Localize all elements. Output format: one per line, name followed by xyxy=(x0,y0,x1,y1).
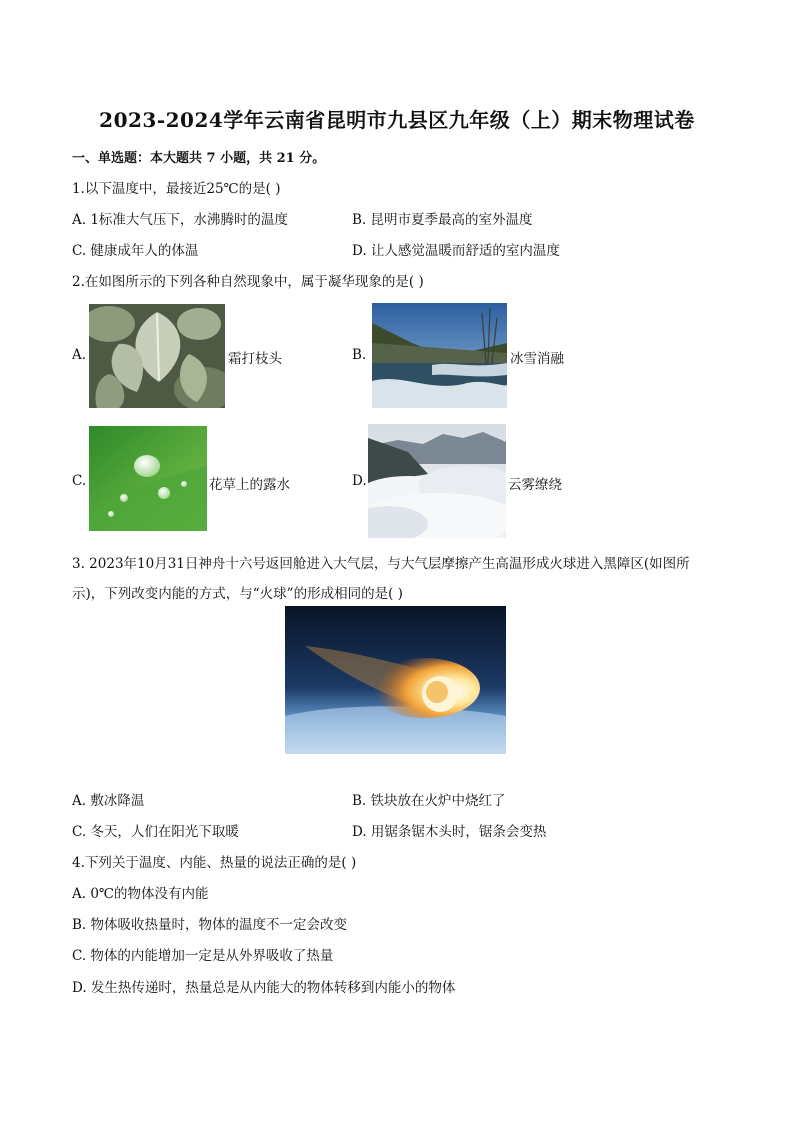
question-4-option-b: B. 物体吸收热量时，物体的温度不一定会改变 xyxy=(72,917,348,933)
section-heading: 一、单选题：本大题共 7 小题，共 21 分。 xyxy=(72,151,326,166)
question-1-option-b: B. 昆明市夏季最高的室外温度 xyxy=(352,212,533,228)
question-2-option-c-caption: 花草上的露水 xyxy=(209,477,290,493)
question-3-option-a: A. 敷冰降温 xyxy=(72,793,145,809)
question-4-stem: 4.下列关于温度、内能、热量的说法正确的是( ) xyxy=(72,855,357,871)
question-3-stem-line-2: 示)，下列改变内能的方式，与“火球”的形成相同的是( ) xyxy=(72,586,403,602)
question-3-option-c: C. 冬天，人们在阳光下取暖 xyxy=(72,824,239,840)
question-2-option-a-letter: A. xyxy=(72,347,87,363)
question-2-option-d-letter: D. xyxy=(352,473,367,489)
question-4-option-a: A. 0℃的物体没有内能 xyxy=(72,886,209,902)
cloud-mountains-image xyxy=(368,424,506,538)
reentry-fireball-image xyxy=(285,606,506,754)
question-3-option-b: B. 铁块放在火炉中烧红了 xyxy=(352,793,506,809)
frost-leaves-image xyxy=(89,304,225,408)
question-4-option-c: C. 物体的内能增加一定是从外界吸收了热量 xyxy=(72,948,334,964)
question-3-option-d: D. 用锯条锯木头时，锯条会变热 xyxy=(352,824,547,840)
question-2-option-b-letter: B. xyxy=(352,347,367,363)
question-1-option-c: C. 健康成年人的体温 xyxy=(72,243,199,259)
question-3-stem-line-1: 3. 2023年10月31日神舟十六号返回舱进入大气层，与大气层摩擦产生高温形成火球进入黑障区(如图所 xyxy=(72,556,690,572)
melting-river-image xyxy=(372,303,507,408)
dew-drop-image xyxy=(89,426,207,531)
page-title: 2023-2024学年云南省昆明市九县区九年级（上）期末物理试卷 xyxy=(99,108,695,132)
question-2-option-a-caption: 霜打枝头 xyxy=(228,351,282,367)
question-1-stem: 1.以下温度中，最接近25℃的是( ) xyxy=(72,181,281,197)
question-1-option-a: A. 1标准大气压下，水沸腾时的温度 xyxy=(72,212,288,228)
question-2-option-c-letter: C. xyxy=(72,473,87,489)
question-2-stem: 2.在如图所示的下列各种自然现象中，属于凝华现象的是( ) xyxy=(72,274,424,290)
question-2-option-b-caption: 冰雪消融 xyxy=(510,351,564,367)
question-1-option-d: D. 让人感觉温暖而舒适的室内温度 xyxy=(352,243,560,259)
question-2-option-d-caption: 云雾缭绕 xyxy=(508,477,562,493)
question-4-option-d: D. 发生热传递时，热量总是从内能大的物体转移到内能小的物体 xyxy=(72,980,456,996)
